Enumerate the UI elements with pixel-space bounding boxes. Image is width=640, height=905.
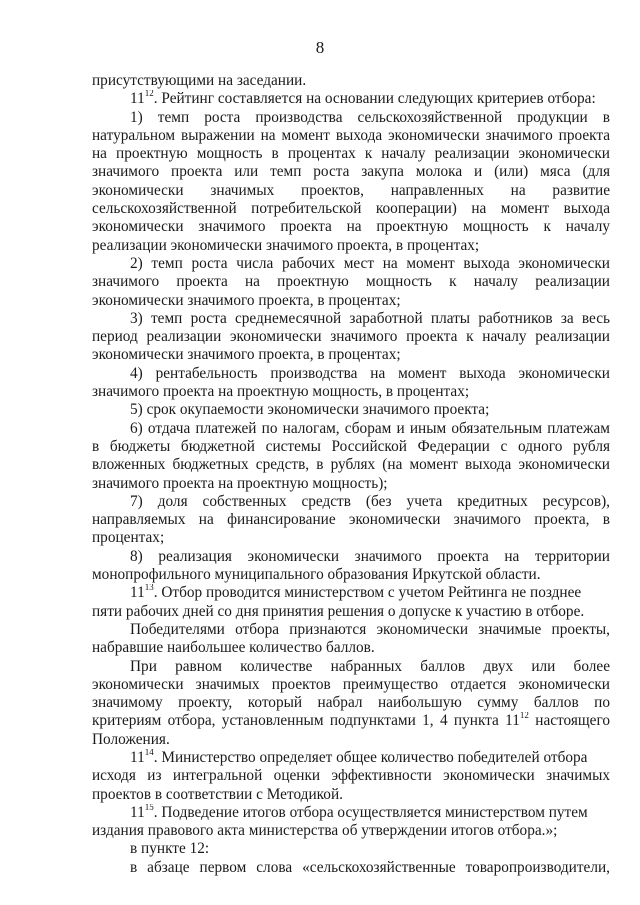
text-line: При равном количестве набранных баллов двух или более — [130, 657, 610, 675]
superscript: 12 — [519, 712, 529, 721]
text-line: 1) темп роста производства сельскохозяйственной продукции в — [130, 108, 610, 126]
text-line — [92, 749, 610, 767]
text-line: период реализации экономически значимого проекта к началу реализации — [92, 328, 610, 346]
clause-number: 11 — [130, 584, 145, 602]
line-tail: . Министерство определяет общее количество победителей отбора — [153, 748, 588, 766]
text-line: 8) реализация экономически значимого проекта на территории — [130, 547, 610, 565]
text-line: в бюджеты бюджетной системы Российской Федерации с одного рубля — [92, 437, 610, 455]
text-line: присутствующими на заседании. — [92, 72, 307, 89]
superscript: 12 — [144, 90, 154, 99]
text-line: вложенных бюджетных средств, в рублях (на момент выхода экономически — [92, 456, 610, 474]
text-line: реализации экономически значимого проекта, в процентах; — [92, 236, 480, 254]
superscript: 15 — [144, 803, 154, 812]
text-line: издания правового акта министерства об утверждении итогов отбора.»; — [92, 822, 558, 840]
clause-number: 11 — [130, 90, 145, 108]
text-line: 2) темп роста числа рабочих мест на момент выхода экономически — [130, 254, 610, 272]
text-line: значимому проекту, который набрал наибольшую сумму баллов по — [92, 694, 610, 712]
clause-number: 11 — [130, 803, 145, 821]
text-line: значимого проекта или темп роста закупа молока и (или) мяса (для — [92, 163, 610, 181]
text-line: 3) темп роста среднемесячной заработной платы работников за весь — [130, 309, 610, 327]
superscript: 13 — [144, 584, 154, 593]
text-line: 4) рентабельность производства на момент выхода экономически — [130, 364, 610, 382]
text-line: экономически значимого проекта на проектную мощность к началу — [92, 218, 610, 236]
text-line: проектов в соответствии с Методикой. — [92, 785, 343, 803]
line-tail: . Отбор проводится министерством с учетом Рейтинга не позднее — [153, 584, 582, 602]
clause-number: 11 — [130, 748, 145, 766]
text-line: Положения. — [92, 730, 170, 748]
line-text: критериям отбора, установленным подпунктами 1, 4 пункта 11 — [92, 712, 520, 730]
line-tail: настоящего — [528, 712, 610, 730]
text-line: 7) доля собственных средств (без учета кредитных ресурсов), — [130, 492, 610, 510]
text-line: исходя из интегральной оценки эффективности экономически значимых — [92, 767, 610, 785]
text-line: набравшие наибольшее количество баллов. — [92, 639, 375, 657]
text-line: сельскохозяйственной потребительской кооперации) на момент выхода — [92, 200, 610, 218]
page-number: 8 — [315, 38, 325, 57]
text-line: 5) срок окупаемости экономически значимого проекта; — [130, 401, 490, 419]
text-line: в абзаце первом слова «сельскохозяйственные товаропроизводители, — [130, 858, 610, 876]
text-line: экономически значимых проектов, направленных на развитие — [92, 181, 610, 199]
text-line: Победителями отбора признаются экономически значимые проекты, — [130, 620, 610, 638]
text-line: на проектную мощность в процентах к началу реализации экономически — [92, 145, 610, 163]
line-tail: . Рейтинг составляется на основании следующих критериев отбора: — [153, 90, 596, 108]
text-line: экономически значимого проекта, в процентах; — [92, 346, 401, 364]
text-line: пяти рабочих дней со дня принятия решения о допуске к участию в отборе. — [92, 602, 585, 620]
text-line: направляемых на финансирование экономически значимого проекта, в — [92, 511, 610, 529]
text-line — [92, 804, 610, 822]
text-line: монопрофильного муниципального образования Иркутской области. — [92, 566, 541, 584]
text-line — [92, 712, 610, 730]
text-line: экономически значимых проектов преимущество отдается экономически — [92, 675, 610, 693]
text-line: экономически значимого проекта, в процентах; — [92, 291, 401, 309]
text-line: 6) отдача платежей по налогам, сборам и иным обязательным платежам — [130, 419, 610, 437]
document-body — [92, 72, 610, 877]
text-line: натуральном выражении на момент выхода экономически значимого проекта — [92, 126, 610, 144]
text-line: значимого проекта на проектную мощность, в процентах; — [92, 383, 470, 401]
text-line — [92, 90, 610, 108]
text-line: процентах; — [92, 529, 165, 547]
text-line: значимого проекта на проектную мощность к началу реализации — [92, 273, 610, 291]
text-line — [92, 584, 610, 602]
text-line: значимого проекта на проектную мощность); — [92, 474, 388, 492]
text-line: в пункте 12: — [130, 840, 210, 858]
superscript: 14 — [144, 748, 154, 757]
line-tail: . Подведение итогов отбора осуществляется министерством путем — [153, 803, 588, 821]
